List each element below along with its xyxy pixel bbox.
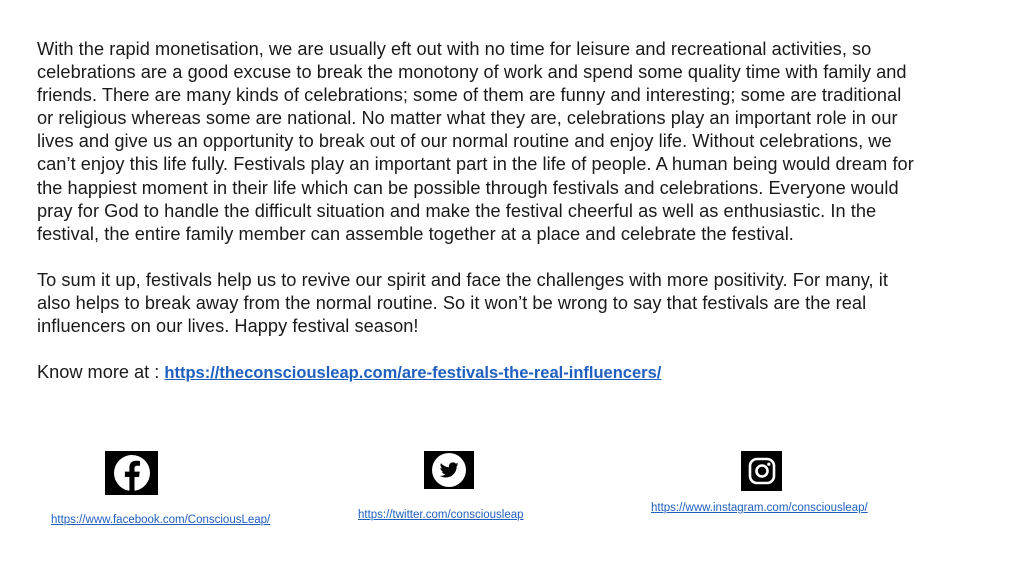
instagram-icon[interactable]	[741, 451, 782, 491]
article-body	[37, 38, 917, 385]
twitter-icon[interactable]	[424, 451, 474, 489]
facebook-icon[interactable]	[105, 451, 158, 495]
facebook-glyph	[112, 453, 152, 493]
paragraph-conclusion: To sum it up, festivals help us to revive our spirit and face the challenges with more positivity. For many, it also helps to break away from the normal routine. So it won’t be wrong to say that festivals are the real influencers on our lives. Happy festival season!	[37, 269, 888, 337]
know-more-line	[37, 361, 917, 385]
paragraph-festivals-intro: With the rapid monetisation, we are usually eft out with no time for leisure and recreational activities, so celebrations are a good excuse to break the monotony of work and spend some quality time with family and friends. There are many kinds of celebrations; some of them are funny and interesting; some are traditional or religious whereas some are national. No matter what they are, celebrations play an important role in our lives and give us an opportunity to break out of our normal routine and enjoy life. Without celebrations, we can’t enjoy this life fully. Festivals play an important part in the life of people. A human being would dream for the happiest moment in their life which can be possible through festivals and celebrations. Everyone would pray for God to handle the difficult situation and make the festival cheerful as well as enthusiastic. In the festival, the entire family member can assemble together at a place and celebrate the festival.	[37, 39, 914, 244]
instagram-link[interactable]: https://www.instagram.com/consciousleap/	[651, 502, 868, 514]
twitter-link[interactable]: https://twitter.com/consciousleap	[358, 509, 524, 521]
article-link[interactable]: https://theconsciousleap.com/are-festivals-the-real-influencers/	[164, 364, 662, 383]
know-more-label: Know more at :	[37, 362, 165, 383]
instagram-glyph	[747, 456, 777, 486]
facebook-link[interactable]: https://www.facebook.com/ConsciousLeap/	[51, 514, 271, 526]
twitter-glyph	[431, 452, 467, 488]
